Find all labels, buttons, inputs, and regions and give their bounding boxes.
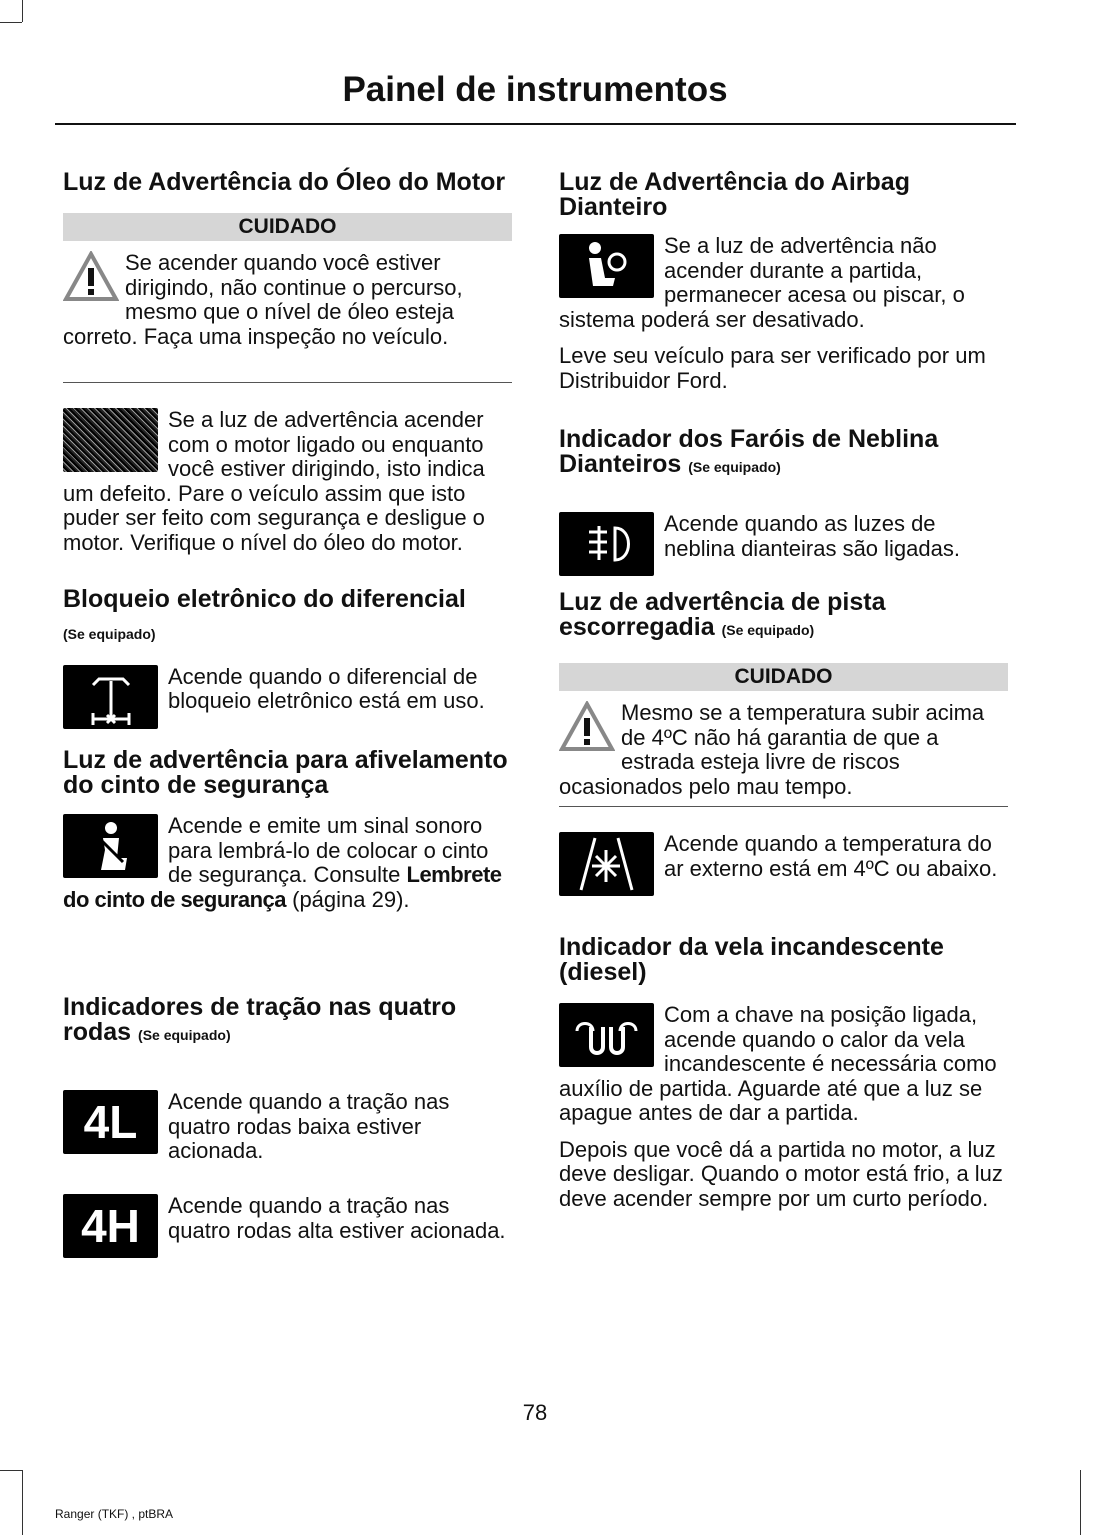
4h-text: Acende quando a tração nas quatro rodas alta estiver acionada. xyxy=(168,1193,506,1243)
belt-tail: (página 29). xyxy=(286,886,410,912)
ice-note: (Se equipado) xyxy=(721,622,815,638)
4h-icon: 4H xyxy=(63,1194,158,1258)
glow-text2: Depois que você dá a partida no motor, a luz deve desligar. Quando o motor está frio, a luz deve acender sempre por um curto período. xyxy=(559,1136,1003,1211)
warning-triangle-icon xyxy=(63,251,119,303)
fog-note: (Se equipado) xyxy=(688,459,781,475)
airbag-icon xyxy=(559,234,654,298)
seatbelt-icon xyxy=(63,814,158,878)
glow-plug-icon xyxy=(559,1003,654,1067)
oil-heading: Luz de Advertência do Óleo do Motor xyxy=(63,168,506,196)
glow-heading: Indicador da vela incandescente (diesel) xyxy=(559,933,944,986)
differential-lock-icon xyxy=(63,665,158,729)
caution-label: CUIDADO xyxy=(559,663,1008,691)
frost-road-icon xyxy=(559,832,654,896)
warning-triangle-icon xyxy=(559,701,615,753)
page-title: Painel de instrumentos xyxy=(342,70,728,109)
4l-icon: 4L xyxy=(63,1090,158,1154)
ice-heading: Luz de advertência de pista escorregadia xyxy=(559,588,886,641)
divider xyxy=(559,806,1008,807)
header-rule xyxy=(55,123,1016,125)
diff-note: (Se equipado) xyxy=(63,626,156,642)
diff-heading: Bloqueio eletrônico do diferencial xyxy=(63,585,466,613)
oil-text: Se a luz de advertência acender com o motor ligado ou enquanto você estiver dirigindo, isto indica um defeito. Pare o veículo assim que isto puder ser feito com segurança e desligue o motor. Verifique o nível do óleo do motor. xyxy=(63,407,485,555)
oil-warning-icon xyxy=(63,408,158,472)
airbag-text2: Leve seu veículo para ser verificado por um Distribuidor Ford. xyxy=(559,343,986,393)
ice-text: Acende quando a temperatura do ar externo está em 4ºC ou abaixo. xyxy=(664,831,998,881)
fourwd-note: (Se equipado) xyxy=(138,1027,231,1043)
airbag-heading: Luz de Advertência do Airbag Dianteiro xyxy=(559,168,910,221)
diff-text: Acende quando o diferencial de bloqueio eletrônico está em uso. xyxy=(168,663,485,713)
fourwd-heading: Indicadores de tração nas quatro rodas xyxy=(63,993,457,1046)
belt-link[interactable]: Lembrete do cinto de segurança xyxy=(63,862,502,912)
oil-section xyxy=(63,170,512,349)
divider xyxy=(63,382,512,383)
ice-caution-text: Mesmo se a temperatura subir acima de 4ºC não há garantia de que a estrada esteja livre de riscos ocasionados pelo mau tempo. xyxy=(559,700,985,799)
belt-heading: Luz de advertência para afivelamento do cinto de segurança xyxy=(63,746,508,799)
footer-doc: Ranger (TKF) , ptBRA xyxy=(55,1507,174,1521)
caution-text: Se acender quando você estiver dirigindo, não continue o percurso, mesmo que o nível de óleo esteja correto. Faça uma inspeção no veículo. xyxy=(63,250,463,349)
airbag-text: Se a luz de advertência não acender durante a partida, permanecer acesa ou piscar, o sistema poderá ser desativado. xyxy=(559,233,965,332)
belt-text: Acende e emite um sinal sonoro para lembrá-lo de colocar o cinto de segurança. Consulte xyxy=(168,813,489,887)
caution-label: CUIDADO xyxy=(63,213,512,241)
page-number: 78 xyxy=(522,1400,548,1425)
fog-light-icon xyxy=(559,512,654,576)
fog-text: Acende quando as luzes de neblina dianteiras são ligadas. xyxy=(664,511,960,561)
glow-text: Com a chave na posição ligada, acende quando o calor da vela incandescente é necessária como auxílio de partida. Aguarde até que a luz se apague antes de dar a partida. xyxy=(559,1002,997,1125)
fog-heading: Indicador dos Faróis de Neblina Dianteiros xyxy=(559,425,939,478)
4l-text: Acende quando a tração nas quatro rodas baixa estiver acionada. xyxy=(168,1089,450,1163)
